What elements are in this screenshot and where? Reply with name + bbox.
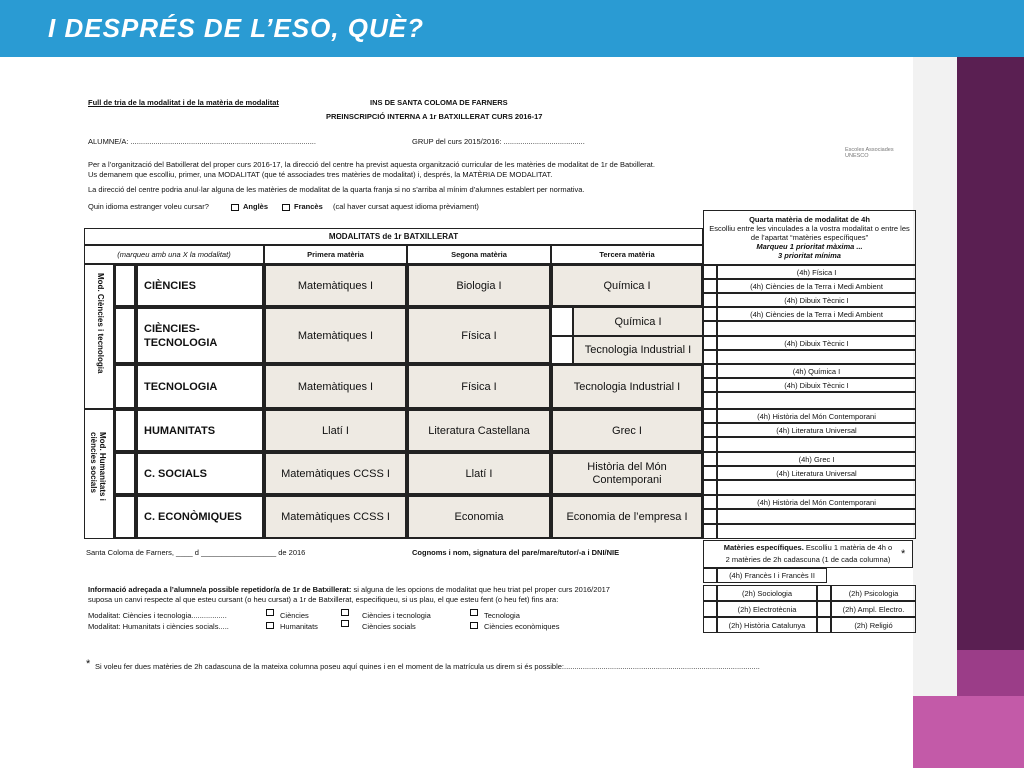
table-header: MODALITATS de 1r BATXILLERAT: [84, 228, 703, 245]
fourth-box[interactable]: [703, 364, 717, 378]
select-box-tecnologia[interactable]: [114, 364, 136, 409]
mod-ct-label: Modalitat: Ciències i tecnologia.................: [88, 611, 227, 620]
language-note: (cal haver cursat aquest idioma prèviament): [333, 202, 479, 211]
row-ciencies-m1: Matemàtiques I: [264, 264, 407, 307]
select-box-ciencies-tecnologia[interactable]: [114, 307, 136, 364]
fourth-box[interactable]: [703, 265, 717, 279]
info-line-1: [88, 585, 610, 594]
mark-note: (marqueu amb una X la modalitat): [84, 245, 264, 264]
fourth-opt-6: (4h) Dibuix Tècnic I: [717, 378, 916, 392]
row-tecnologia-m3: Tecnologia Industrial I: [551, 364, 703, 409]
group-humanities: [84, 409, 114, 539]
row-socials-m2: Llatí I: [407, 452, 551, 495]
fourth-empty: [717, 524, 916, 539]
fourth-subject-desc: Escolliu entre les vinculades a la vostra modalitat o entre les de l’apartat “matèries específiques”: [709, 224, 910, 242]
specific-right-1: (2h) Ampl. Electro.: [831, 601, 916, 617]
fourth-box[interactable]: [703, 509, 717, 524]
row-humanitats-name: HUMANITATS: [136, 409, 264, 452]
fourth-opt-7: (4h) Història del Món Contemporani: [717, 409, 916, 423]
language-question: Quin idioma estranger voleu cursar?: [88, 202, 209, 211]
fourth-box[interactable]: [703, 409, 717, 423]
decoration-strip: [913, 57, 957, 696]
student-field[interactable]: ALUMNE/A: .........................................................................................: [88, 137, 316, 146]
row-ciencies-tecnologia-name: CIÈNCIES- TECNOLOGIA: [136, 307, 264, 364]
info-title: Informació adreçada a l’alumne/a possible repetidor/a de 1r de Batxillerat:: [88, 585, 352, 594]
select-box-humanitats[interactable]: [114, 409, 136, 452]
fourth-opt-4: (4h) Dibuix Tècnic I: [717, 336, 916, 350]
decoration-bottom: [913, 696, 1024, 768]
specific-box[interactable]: [703, 585, 717, 601]
unesco-label: Escoles Associades UNESCO: [845, 147, 894, 159]
group-science-tech-label: Mod. Ciències i tecnologia: [96, 273, 105, 374]
row-economiques-m3: Economia de l’empresa I: [551, 495, 703, 539]
fourth-opt-10: (4h) Literatura Universal: [717, 466, 916, 480]
fourth-box[interactable]: [703, 350, 717, 364]
row-humanitats-m3: Grec I: [551, 409, 703, 452]
row-ciencies-tecnologia-m3b: Tecnologia Industrial I: [573, 336, 703, 364]
intro-paragraph-2: Us demanem que escolliu, primer, una MODALITAT (que té associades tres matèries de modalitat) i, després, la MATÈRIA DE MODALITAT.: [88, 170, 553, 179]
french-checkbox[interactable]: [282, 204, 290, 211]
fourth-opt-1: (4h) Ciències de la Terra i Medi Ambient: [717, 279, 916, 293]
row-socials-name: C. SOCIALS: [136, 452, 264, 495]
fourth-box[interactable]: [703, 495, 717, 509]
fourth-empty: [717, 321, 916, 336]
form-document: [0, 57, 913, 768]
opt-hum: Humanitats: [280, 622, 318, 631]
fourth-box[interactable]: [703, 307, 717, 321]
opt-ce: Ciències econòmiques: [484, 622, 560, 631]
fourth-empty: [717, 437, 916, 452]
fourth-empty: [717, 350, 916, 364]
fourth-opt-9: (4h) Grec I: [717, 452, 916, 466]
signature-label: Cognoms i nom, signatura del pare/mare/tutor/-a i DNI/NIE: [412, 548, 620, 557]
specific-right-0: (2h) Psicologia: [831, 585, 916, 601]
opt-ct: Ciències i tecnologia: [362, 611, 431, 620]
fourth-box[interactable]: [703, 452, 717, 466]
slide-title: I DESPRÉS DE L’ESO, QUÈ?: [48, 13, 425, 43]
row-ciencies-m3: Química I: [551, 264, 703, 307]
row-tecnologia-m1: Matemàtiques I: [264, 364, 407, 409]
signature-place-date[interactable]: Santa Coloma de Farners, ____ d __________________ de 2016: [86, 548, 306, 557]
fourth-box[interactable]: [703, 423, 717, 437]
fourth-opt-3: (4h) Ciències de la Terra i Medi Ambient: [717, 307, 916, 321]
row-economiques-name: C. ECONÒMIQUES: [136, 495, 264, 539]
decoration-mid: [957, 650, 1024, 696]
preinscription-title: PREINSCRIPCIÓ INTERNA A 1r BATXILLERAT CURS 2016-17: [326, 112, 543, 121]
fourth-box[interactable]: [703, 466, 717, 480]
row-tecnologia-name: TECNOLOGIA: [136, 364, 264, 409]
specific-box[interactable]: [817, 601, 831, 617]
fourth-opt-5: (4h) Química I: [717, 364, 916, 378]
specific-left-0: (2h) Sociologia: [717, 585, 817, 601]
ct-checkbox[interactable]: [341, 609, 349, 616]
intro-paragraph-1: Per a l’organització del Batxillerat del proper curs 2016-17, la direcció del centre ha previst aquesta organització curricular de les matèries de modalitat de 1r de Batxillerat.: [88, 160, 655, 169]
select-box-ciencies[interactable]: [114, 264, 136, 307]
specific-desc-2: 2 matèries de 2h cadascuna (1 de cada columna): [725, 555, 891, 564]
specific-left-1: (2h) Electrotècnia: [717, 601, 817, 617]
group-science-tech: [84, 264, 114, 409]
fourth-box[interactable]: [703, 279, 717, 293]
fourth-box[interactable]: [703, 378, 717, 392]
select-box-economiques[interactable]: [114, 495, 136, 539]
school-name: INS DE SANTA COLOMA DE FARNERS: [370, 98, 508, 107]
fourth-box[interactable]: [703, 392, 717, 409]
fourth-box[interactable]: [703, 336, 717, 350]
opt-ciencies: Ciències: [280, 611, 309, 620]
row-ciencies-tecnologia-m1: Matemàtiques I: [264, 307, 407, 364]
fourth-box[interactable]: [703, 437, 717, 452]
fourth-empty: [717, 509, 916, 524]
intro-paragraph-3: La direcció del centre podria anul·lar alguna de les matèries de modalitat de la quarta franja si no s’arriba al mínim d’alumnes establert per normativa.: [88, 185, 585, 194]
fourth-box[interactable]: [703, 480, 717, 495]
title-bar: [0, 0, 1024, 57]
col-third-subject: Tercera matèria: [551, 245, 703, 264]
english-label: Anglès: [243, 202, 269, 211]
group-field[interactable]: GRUP del curs 2015/2016: .......................................: [412, 137, 585, 146]
footnote: Si voleu fer dues matèries de 2h cadascuna de la mateixa columna poseu aquí quines i en el moment de la matrícula us direm si és possible:..............................................................................................: [95, 662, 760, 671]
row-tecnologia-m2: Física I: [407, 364, 551, 409]
specific-desc-1: Escolliu 1 matèria de 4h o: [805, 543, 893, 552]
select-box-quimica[interactable]: [551, 307, 573, 336]
row-ciencies-tecnologia-m3a: Química I: [573, 307, 703, 336]
fourth-box[interactable]: [703, 321, 717, 336]
specific-box[interactable]: [817, 585, 831, 601]
row-socials-m1: Matemàtiques CCSS I: [264, 452, 407, 495]
col-first-subject: Primera matèria: [264, 245, 407, 264]
fourth-opt-8: (4h) Literatura Universal: [717, 423, 916, 437]
row-ciencies-m2: Biologia I: [407, 264, 551, 307]
col-second-subject: Segona matèria: [407, 245, 551, 264]
footnote-star: *: [86, 658, 91, 670]
hum-checkbox[interactable]: [266, 622, 274, 629]
ciencies-checkbox[interactable]: [266, 609, 274, 616]
specific-box[interactable]: [817, 617, 831, 633]
specific-right-2: (2h) Religió: [831, 617, 916, 633]
specific-subjects-header: [703, 540, 913, 568]
row-ciencies-tecnologia-m2: Física I: [407, 307, 551, 364]
row-socials-m3: Història del Món Contemporani: [551, 452, 703, 495]
fourth-box[interactable]: [703, 524, 717, 539]
specific-box[interactable]: [703, 601, 717, 617]
ce-checkbox[interactable]: [470, 622, 478, 629]
opt-tec: Tecnologia: [484, 611, 520, 620]
fourth-opt-2: (4h) Dibuix Tècnic I: [717, 293, 916, 307]
french-label: Francès: [294, 202, 323, 211]
select-box-socials[interactable]: [114, 452, 136, 495]
row-humanitats-m2: Literatura Castellana: [407, 409, 551, 452]
fourth-box[interactable]: [703, 293, 717, 307]
fourth-empty: [717, 392, 916, 409]
specific-box[interactable]: [703, 568, 717, 583]
specific-box[interactable]: [703, 617, 717, 633]
fourth-subject-min: 3 prioritat mínima: [778, 251, 841, 260]
row-economiques-m2: Economia: [407, 495, 551, 539]
fourth-subject-title: Quarta matèria de modalitat de 4h: [749, 215, 870, 224]
fourth-subject-header: [703, 210, 916, 265]
row-humanitats-m1: Llatí I: [264, 409, 407, 452]
opt-cs: Ciències socials: [362, 622, 416, 631]
info-text-1: si alguna de les opcions de modalitat que heu triat pel proper curs 2016/2017: [353, 585, 610, 594]
specific-star: *: [901, 548, 906, 560]
specific-title: Matèries específiques.: [723, 543, 804, 552]
row-ciencies-name: CIÈNCIES: [136, 264, 264, 307]
group-humanities-label: Mod. Humanitats i ciències socials: [89, 432, 107, 501]
specific-left-2: (2h) Història Catalunya: [717, 617, 817, 633]
select-box-tecnologia-industrial[interactable]: [551, 336, 573, 364]
english-checkbox[interactable]: [231, 204, 239, 211]
fourth-subject-max: Marqueu 1 prioritat màxima ...: [756, 242, 863, 251]
fourth-opt-0: (4h) Física I: [717, 265, 916, 279]
form-title: Full de tria de la modalitat i de la matèria de modalitat: [88, 98, 279, 107]
info-text-2: suposa un canvi respecte al que esteu cursant (o heu cursat) a 1r de Batxillerat, especifiqueu, si us plau, el que esteu fent (o heu fet) fins ara:: [88, 595, 559, 604]
tec-checkbox[interactable]: [470, 609, 478, 616]
mod-hcs-label: Modalitat: Humanitats i ciències socials.....: [88, 622, 229, 631]
cs-checkbox[interactable]: [341, 620, 349, 627]
fourth-empty: [717, 480, 916, 495]
fourth-opt-11: (4h) Història del Món Contemporani: [717, 495, 916, 509]
row-economiques-m1: Matemàtiques CCSS I: [264, 495, 407, 539]
specific-french: (4h) Francès I i Francès II: [717, 568, 827, 583]
